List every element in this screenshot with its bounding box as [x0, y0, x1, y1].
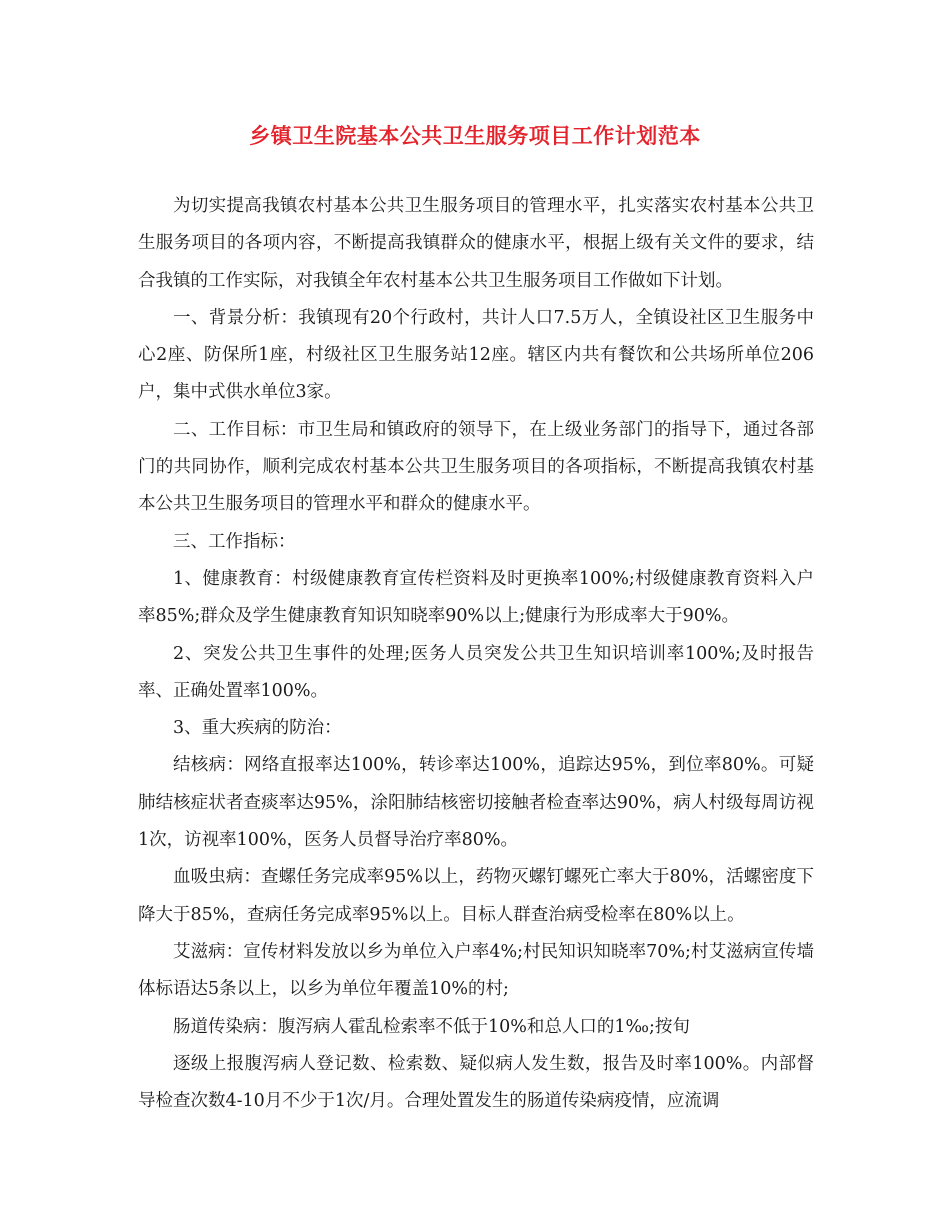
aids-paragraph: 艾滋病：宣传材料发放以乡为单位入户率4%;村民知识知晓率70%;村艾滋病宣传墙体标语达5条以上，以乡为单位年覆盖10%的村;: [138, 941, 814, 1000]
health-education-paragraph: 1、健康教育：村级健康教育宣传栏资料及时更换率100%;村级健康教育资料入户率85%;群众及学生健康教育知识知晓率90%以上;健康行为形成率大于90%。: [138, 568, 814, 627]
work-goal-paragraph: 二、工作目标：市卫生局和镇政府的领导下，在上级业务部门的指导下，通过各部门的共同协作，顺利完成农村基本公共卫生服务项目的各项指标，不断提高我镇农村基本公共卫生服务项目的管理水平和群众的健康水平。: [138, 419, 814, 515]
tuberculosis-paragraph: 结核病：网络直报率达100%，转诊率达100%，追踪达95%，到位率80%。可疑肺结核症状者查痰率达95%，涂阳肺结核密切接触者检查率达90%，病人村级每周访视1次，访视率100%，医务人员督导治疗率80%。: [138, 755, 814, 851]
work-indicators-heading: 三、工作指标：: [173, 531, 296, 552]
schistosomiasis-paragraph: 血吸虫病：查螺任务完成率95%以上，药物灭螺钉螺死亡率大于80%，活螺密度下降大于85%，查病任务完成率95%以上。目标人群查治病受检率在80%以上。: [138, 867, 814, 925]
major-disease-heading: 3、重大疾病的防治：: [173, 718, 342, 739]
intestinal-disease-paragraph: 肠道传染病：腹泻病人霍乱检索率不低于10%和总人口的1‰;按旬: [173, 1016, 690, 1037]
public-health-emergency-paragraph: 2、突发公共卫生事件的处理;医务人员突发公共卫生知识培训率100%;及时报告率、正确处置率100%。: [138, 643, 814, 701]
document-title: 乡镇卫生院基本公共卫生服务项目工作计划范本: [249, 123, 701, 148]
document-body: [138, 188, 814, 1120]
reporting-paragraph: 逐级上报腹泻病人登记数、检索数、疑似病人发生数，报告及时率100%。内部督导检查次数4-10月不少于1次/月。合理处置发生的肠道传染病疫情，应流调: [138, 1053, 814, 1112]
intro-paragraph: 为切实提高我镇农村基本公共卫生服务项目的管理水平，扎实落实农村基本公共卫生服务项目的各项内容，不断提高我镇群众的健康水平，根据上级有关文件的要求，结合我镇的工作实际，对我镇全年农村基本公共卫生服务项目工作做如下计划。: [138, 196, 814, 291]
background-analysis-paragraph: 一、背景分析：我镇现有20个行政村，共计人口7.5万人，全镇设社区卫生服务中心2座、防保所1座，村级社区卫生服务站12座。辖区内共有餐饮和公共场所单位206户，集中式供水单位3家。: [138, 307, 814, 403]
